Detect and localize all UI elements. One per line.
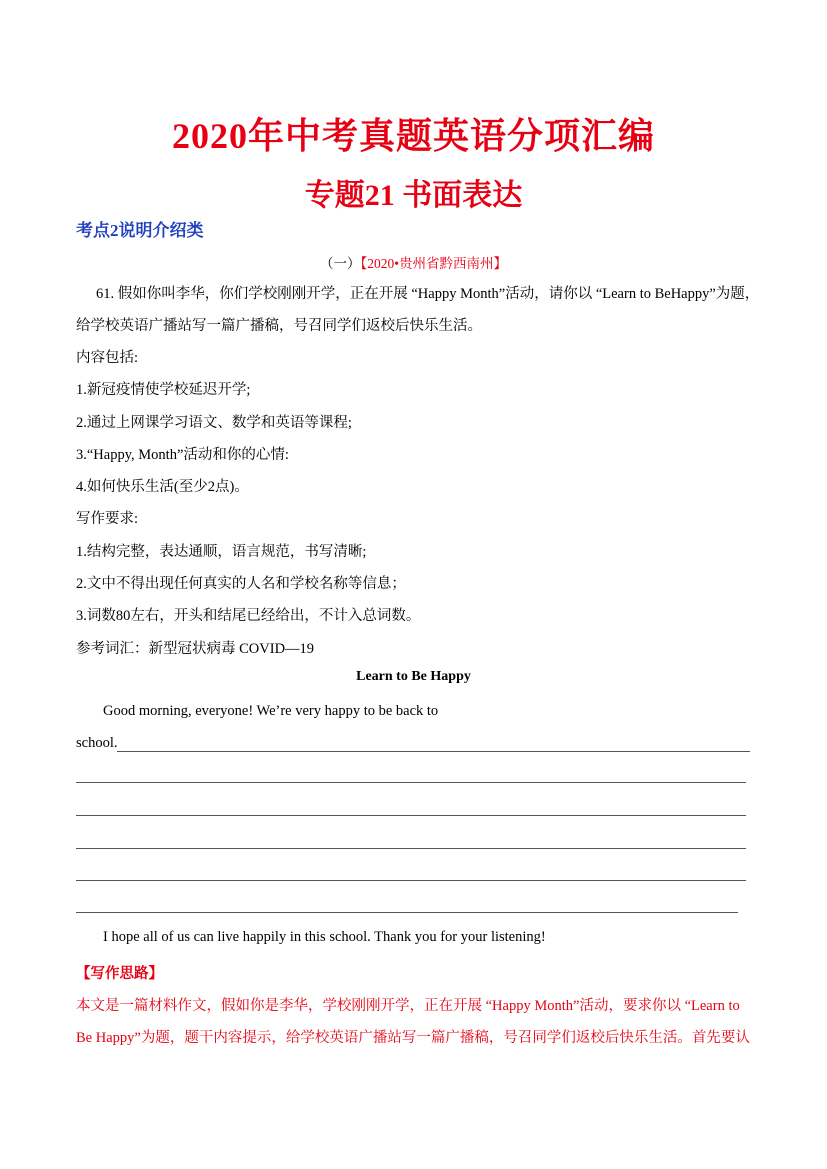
content-item-1: 1.新冠疫情使学校延迟开学; <box>76 382 251 398</box>
requirement-3: 3.词数80左右，开头和结尾已经给出，不计入总词数。 <box>76 608 421 624</box>
writing-line[interactable] <box>76 848 746 849</box>
analysis-line-2: Be Happy”为题，题干内容提示，给学校英语广播站写一篇广播稿，号召同学们返校后快乐生活。首先要认 <box>76 1030 750 1046</box>
requirement-2: 2.文中不得出现任何真实的人名和学校名称等信息； <box>76 576 406 592</box>
question-source <box>0 252 827 272</box>
source-tag: 【2020•贵州省黔西南州】 <box>360 256 507 271</box>
document-title: 2020年中考真题英语分项汇编 <box>171 116 655 156</box>
requirements-heading: 写作要求: <box>76 511 139 527</box>
writing-line[interactable] <box>76 880 746 881</box>
essay-opening-line-1: Good morning, everyone! We’re very happy to be back to <box>103 703 439 719</box>
writing-line[interactable] <box>76 782 746 783</box>
prompt-line-2: 给学校英语广播站写一篇广播稿，号召同学们返校后快乐生活。 <box>76 318 482 334</box>
analysis-line-1: 本文是一篇材料作文，假如你是李华，学校刚刚开学，正在开展 “Happy Month”活动，要求你以 “Learn to <box>76 998 740 1014</box>
section-heading: 考点2说明介绍类 <box>76 221 204 240</box>
source-prefix: （一） <box>320 256 361 271</box>
content-heading: 内容包括: <box>76 350 139 366</box>
writing-line[interactable] <box>117 751 750 752</box>
topic-subtitle: 专题21 书面表达 <box>304 179 523 212</box>
analysis-label: 【写作思路】 <box>76 966 163 982</box>
prompt-line-1: 61. 假如你叫李华，你们学校刚刚开学，正在开展 “Happy Month”活动，请你以 “Learn to BeHappy”为题， <box>96 286 760 302</box>
essay-title: Learn to Be Happy <box>356 669 471 684</box>
content-item-3: 3.“Happy, Month”活动和你的心情: <box>76 447 289 463</box>
content-item-4: 4.如何快乐生活(至少2点)。 <box>76 479 249 495</box>
writing-line[interactable] <box>76 815 746 816</box>
requirement-1: 1.结构完整，表达通顺，语言规范，书写清晰; <box>76 544 367 560</box>
content-item-2: 2.通过上网课学习语文、数学和英语等课程; <box>76 415 352 431</box>
essay-opening-line-2: school. <box>76 735 118 751</box>
vocab-hint: 参考词汇：新型冠状病毒 COVID—19 <box>76 641 315 657</box>
writing-line[interactable] <box>76 912 738 913</box>
essay-closing: I hope all of us can live happily in this school. Thank you for your listening! <box>103 929 546 945</box>
